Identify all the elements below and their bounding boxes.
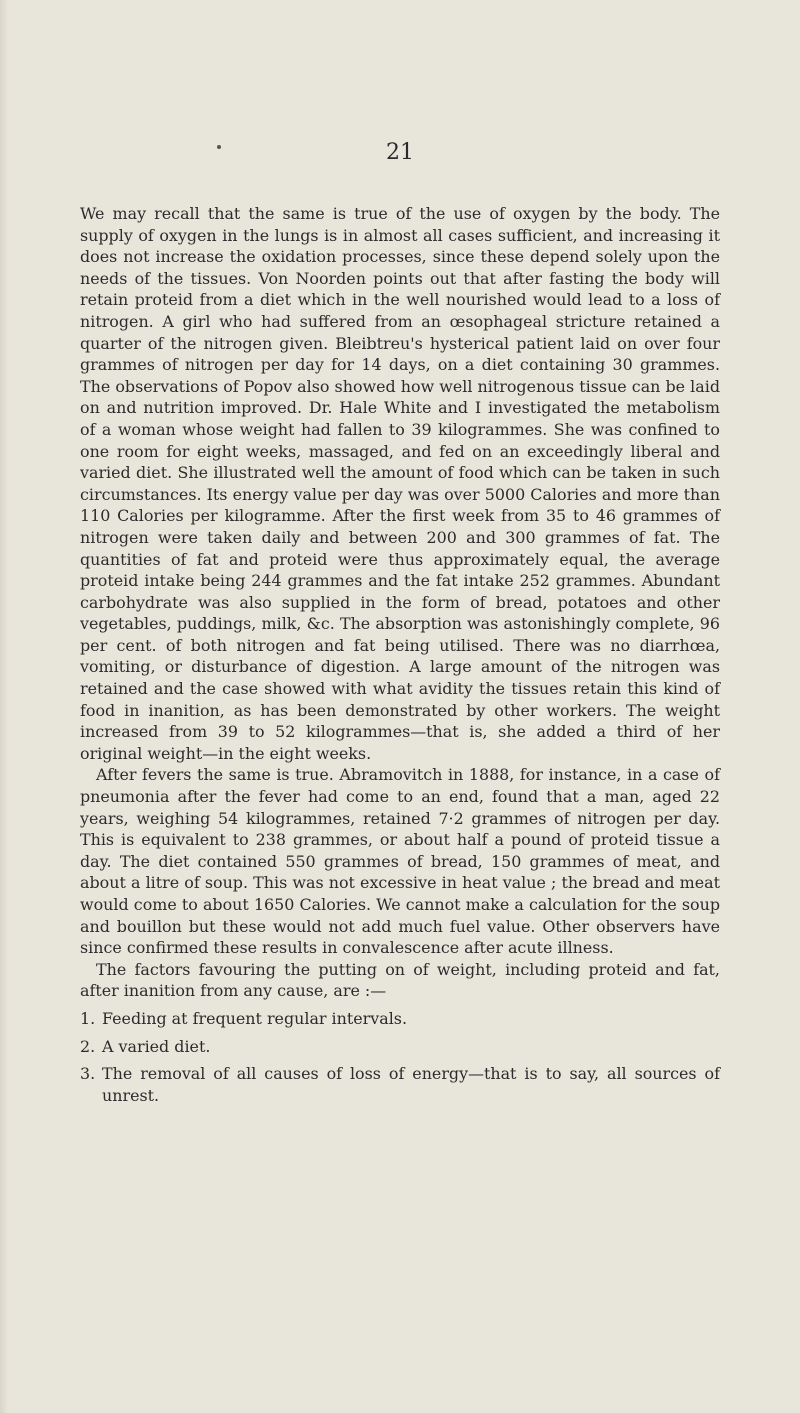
list-item-text: A varied diet. — [102, 1036, 211, 1056]
paragraph-3: The factors favouring the putting on of weight, including proteid and fat, after inanition from any cause, are :— — [80, 959, 720, 1001]
list-item-number: 1. — [80, 1008, 96, 1028]
list-item — [80, 1063, 720, 1106]
paragraph-2: After fevers the same is true. Abramovitch in 1888, for instance, in a case of pneumonia after the fever had come to an end, found that a man, aged 22 years, weighing 54 kilogrammes, retained 7·2 grammes of nitrogen per day. This is equivalent to 238 grammes, or about half a pound of proteid tissue a day. The diet contained 550 grammes of bread, 150 grammes of meat, and about a litre of soup. This was not excessive in heat value ; the bread and meat would come to about 1650 Calories. We cannot make a calculation for the soup and bouillon but these would not add much fuel value. Other observers have since confirmed these results in convalescence after acute illness. — [80, 765, 720, 958]
list-item — [80, 1036, 720, 1058]
page-edge-shadow — [0, 0, 8, 1413]
list-item-number: 3. — [80, 1064, 96, 1084]
body-text — [80, 203, 720, 1112]
list-item-number: 2. — [80, 1036, 96, 1056]
list-item — [80, 1008, 720, 1030]
page-number: 21 — [386, 140, 414, 165]
list-item-text: Feeding at frequent regular intervals. — [102, 1008, 408, 1028]
factors-list — [80, 1008, 720, 1106]
list-item-text: The removal of all causes of loss of energy—that is to say, all sources of unrest. — [102, 1064, 720, 1105]
paragraph-1: We may recall that the same is true of the use of oxygen by the body. The supply of oxygen in the lungs is in almost all cases sufficient, and increasing it does not increase the oxidation processes, since these depend solely upon the needs of the tissues. Von Noorden points out that after fasting the body will retain proteid from a diet which in the well nourished would lead to a loss of nitrogen. A girl who had suffered from an œsophageal stricture retained a quarter of the nitrogen given. Bleibtreu's hysterical patient laid on over four grammes of nitrogen per day for 14 days, on a diet containing 30 grammes. The observations of Popov also showed how well nitrogenous tissue can be laid on and nutrition improved. Dr. Hale White and I investigated the metabolism of a woman whose weight had fallen to 39 kilogrammes. She was confined to one room for eight weeks, massaged, and fed on an exceedingly liberal and varied diet. She illustrated well the amount of food which can be taken in such circumstances. Its energy value per day was over 5000 Calories and more than 110 Calories per kilogramme. After the first week from 35 to 46 grammes of nitrogen were taken daily and between 200 and 300 grammes of fat. The quantities of fat and proteid were thus approximately equal, the average proteid intake being 244 grammes and the fat intake 252 grammes. Abundant carbohydrate was also supplied in the form of bread, potatoes and other vegetables, puddings, milk, &c. The absorption was astonishingly complete, 96 per cent. of both nitrogen and fat being utilised. There was no diarrhœa, vomiting, or disturbance of digestion. A large amount of the nitrogen was retained and the case showed with what avidity the tissues retain this kind of food in inanition, as has been demonstrated by other workers. The weight increased from 39 to 52 kilogrammes—that is, she added a third of her original weight—in the eight weeks. — [80, 204, 720, 763]
